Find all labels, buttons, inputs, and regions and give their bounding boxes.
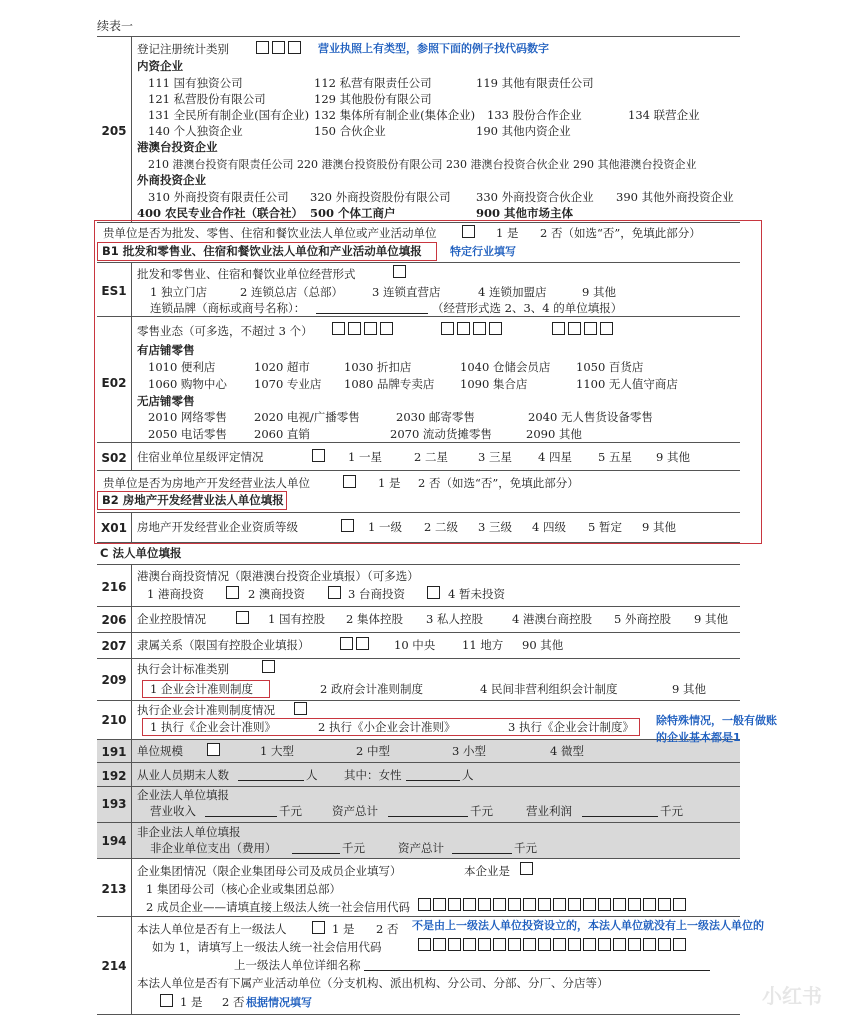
checkbox[interactable] (160, 994, 173, 1007)
option: 1 一星 (348, 450, 382, 464)
option: 1050 百货店 (576, 360, 644, 374)
credit-code-box[interactable] (643, 938, 656, 951)
r207-boxes[interactable] (340, 637, 369, 650)
unit: 千元 (660, 804, 683, 818)
credit-code-box[interactable] (628, 898, 641, 911)
es1-brand-note: （经营形式选 2、3、4 的单位填报） (432, 301, 623, 315)
credit-code-box[interactable] (553, 938, 566, 951)
unit: 千元 (279, 804, 302, 818)
credit-code-box[interactable] (448, 898, 461, 911)
r213-opt2: 2 成员企业——请填直接上级法人统一社会信用代码 (146, 900, 410, 914)
r193-assets-label: 资产总计 (332, 804, 378, 818)
checkbox[interactable] (348, 322, 361, 335)
r207-label: 隶属关系（限国有控股企业填报） (137, 638, 310, 652)
option: 4 微型 (550, 744, 584, 758)
credit-code-box[interactable] (538, 938, 551, 951)
section-c-title: C 法人单位填报 (100, 546, 182, 560)
r214-q2: 本法人单位是否有下属产业活动单位（分支机构、派出机构、分公司、分部、分厂、分店等） (137, 976, 609, 990)
checkbox[interactable] (256, 41, 269, 54)
credit-code-box[interactable] (568, 938, 581, 951)
row-code-213: 213 (101, 882, 127, 896)
option: 9 其他 (642, 520, 676, 534)
option: 4 四级 (532, 520, 566, 534)
credit-code-boxes[interactable] (418, 898, 686, 911)
r194-expense-label: 非企业单位支出（费用） (150, 841, 277, 855)
page-header: 续表一 (97, 19, 134, 33)
option: 900 其他市场主体 (476, 206, 574, 220)
option: 3 三星 (478, 450, 512, 464)
b2-title: B2 房地产开发经营业法人单位填报 (102, 493, 284, 507)
r209-label: 执行会计标准类别 (137, 662, 229, 676)
credit-code-box[interactable] (508, 898, 521, 911)
option: 1030 折扣店 (344, 360, 412, 374)
b1-title: B1 批发和零售业、住宿和餐饮业法人单位和产业活动单位填报 (102, 244, 422, 258)
row-code-206: 206 (101, 613, 127, 627)
checkbox[interactable] (489, 322, 502, 335)
r193-label: 企业法人单位填报 (137, 788, 229, 802)
r206-label: 企业控股情况 (137, 612, 206, 626)
r194-label: 非企业法人单位填报 (137, 825, 241, 839)
credit-code-box[interactable] (673, 938, 686, 951)
option: 4 民间非营利组织会计制度 (480, 682, 618, 696)
credit-code-box[interactable] (418, 898, 431, 911)
checkbox[interactable] (343, 475, 356, 488)
credit-code-box[interactable] (508, 938, 521, 951)
x01-label: 房地产开发经营业企业资质等级 (137, 520, 298, 534)
r213-opt1: 1 集团母公司（核心企业或集团总部） (146, 882, 341, 896)
option: 133 股份合作企业 (487, 108, 582, 122)
option: 2010 网络零售 (148, 410, 227, 424)
option: 10 中央 (394, 638, 436, 652)
option: 400 农民专业合作社（联合社） (137, 206, 304, 220)
r210-annotation-2: 的企业基本都是1 (656, 731, 741, 744)
e02-boxes-1[interactable] (332, 322, 393, 335)
option: 2 连锁总店（总部） (240, 285, 343, 299)
r214-annotation-2: 根据情况填写 (246, 996, 312, 1009)
option: 500 个体工商户 (310, 206, 396, 220)
row-code-192: 192 (101, 769, 127, 783)
option: 9 其他 (672, 682, 706, 696)
checkbox[interactable] (441, 322, 454, 335)
e02-store-title: 有店铺零售 (137, 343, 195, 357)
b1-annotation: 特定行业填写 (450, 245, 516, 258)
option: 3 小型 (452, 744, 486, 758)
option: 4 连锁加盟店 (478, 285, 547, 299)
option: 1 独立门店 (150, 285, 207, 299)
checkbox[interactable] (207, 743, 220, 756)
r214-line3: 上一级法人单位详细名称 (234, 958, 361, 972)
credit-code-box[interactable] (523, 938, 536, 951)
option: 1090 集合店 (460, 377, 528, 391)
checkbox[interactable] (600, 322, 613, 335)
credit-code-box[interactable] (658, 898, 671, 911)
checkbox[interactable] (312, 449, 325, 462)
row-code-194: 194 (101, 834, 127, 848)
brand-input[interactable] (316, 303, 428, 314)
r213-is-label: 本企业是 (464, 864, 510, 878)
option: 3 三级 (478, 520, 512, 534)
r214-opt3: 1 是 (180, 995, 203, 1009)
option: 90 其他 (522, 638, 564, 652)
employees-input[interactable] (238, 770, 304, 781)
option: 1 企业会计准则制度 (150, 682, 253, 696)
option: 5 五星 (598, 450, 632, 464)
checkbox[interactable] (568, 322, 581, 335)
s205-code-boxes[interactable] (256, 41, 301, 54)
option: 2 政府会计准则制度 (320, 682, 423, 696)
option: 3 执行《企业会计制度》 (508, 720, 634, 734)
option: 1 一级 (368, 520, 402, 534)
r214-annotation: 不是由上一级法人单位投资设立的，本法人单位就没有上一级法人单位的 (412, 919, 764, 932)
wholesale-question: 贵单位是否为批发、零售、住宿和餐饮业法人单位或产业活动单位 (103, 226, 437, 240)
option: 131 全民所有制企业(国有企业) (148, 108, 310, 122)
option: 330 外商投资合伙企业 (476, 190, 594, 204)
option: 150 合伙企业 (314, 124, 386, 138)
s205-domestic-title: 内资企业 (137, 59, 183, 73)
credit-code-box[interactable] (583, 938, 596, 951)
option: 1040 仓储会员店 (460, 360, 551, 374)
credit-code-box[interactable] (463, 898, 476, 911)
credit-code-box[interactable] (478, 898, 491, 911)
option: 121 私营股份有限公司 (148, 92, 266, 106)
credit-code-boxes[interactable] (418, 938, 686, 951)
option: 9 其他 (656, 450, 690, 464)
checkbox[interactable] (262, 660, 275, 673)
option: 2020 电视/广播零售 (254, 410, 360, 424)
option: 2 二星 (414, 450, 448, 464)
checkbox[interactable] (552, 322, 565, 335)
s205-label: 登记注册统计类别 (137, 42, 229, 56)
expense-input[interactable] (292, 843, 340, 854)
credit-code-box[interactable] (553, 898, 566, 911)
credit-code-box[interactable] (658, 938, 671, 951)
assets-input[interactable] (452, 843, 512, 854)
checkbox[interactable] (473, 322, 486, 335)
r214-line2: 如为 1，请填写上一级法人统一社会信用代码 (152, 940, 382, 954)
assets-input[interactable] (388, 806, 468, 817)
checkbox[interactable] (356, 637, 369, 650)
checkbox[interactable] (312, 921, 325, 934)
option: 1 国有控股 (268, 612, 325, 626)
option: 310 外商投资有限责任公司 (148, 190, 289, 204)
s02-label: 住宿业单位星级评定情况 (137, 450, 264, 464)
checkbox[interactable] (288, 41, 301, 54)
r214-q1: 本法人单位是否有上一级法人 (137, 922, 287, 936)
option: 210 港澳台投资有限责任公司 220 港澳台投资股份有限公司 230 港澳台投资合伙企业 290 其他港澳台投资企业 (148, 158, 697, 171)
option: 11 地方 (462, 638, 504, 652)
parent-name-input[interactable] (364, 960, 710, 971)
row-code-216: 216 (101, 580, 127, 594)
credit-code-box[interactable] (538, 898, 551, 911)
revenue-input[interactable] (205, 806, 277, 817)
option: 2050 电话零售 (148, 427, 227, 441)
checkbox[interactable] (393, 265, 406, 278)
unit: 千元 (514, 841, 537, 855)
option: 190 其他内资企业 (476, 124, 571, 138)
credit-code-box[interactable] (448, 938, 461, 951)
r193-revenue-label: 营业收入 (150, 804, 196, 818)
option: 1 执行《企业会计准则》 (150, 720, 276, 734)
checkbox[interactable] (328, 586, 341, 599)
checkbox[interactable] (294, 702, 307, 715)
row-code-x01: X01 (101, 521, 127, 535)
r191-label: 单位规模 (137, 744, 183, 758)
checkbox[interactable] (520, 862, 533, 875)
option: 129 其他股份有限公司 (314, 92, 432, 106)
credit-code-box[interactable] (418, 938, 431, 951)
unit: 千元 (342, 841, 365, 855)
e02-nostore-title: 无店铺零售 (137, 394, 195, 408)
checkbox[interactable] (226, 586, 239, 599)
option: 1060 购物中心 (148, 377, 227, 391)
e02-boxes-2[interactable] (441, 322, 502, 335)
row-code-209: 209 (101, 673, 127, 687)
r192-female-label: 其中：女性 (344, 768, 402, 782)
option: 4 港澳台商控股 (512, 612, 592, 626)
es1-brand-label: 连锁品牌（商标或商号名称）： (150, 301, 306, 315)
credit-code-box[interactable] (463, 938, 476, 951)
option: 9 其他 (582, 285, 616, 299)
option: 134 联营企业 (628, 108, 700, 122)
row-code-193: 193 (101, 797, 127, 811)
credit-code-box[interactable] (583, 898, 596, 911)
option: 4 四星 (538, 450, 572, 464)
option: 4 暂未投资 (448, 587, 505, 601)
option: 132 集体所有制企业(集体企业) (314, 108, 476, 122)
option: 1020 超市 (254, 360, 310, 374)
checkbox[interactable] (380, 322, 393, 335)
option: 390 其他外商投资企业 (616, 190, 734, 204)
option: 2090 其他 (526, 427, 582, 441)
r210-label: 执行企业会计准则制度情况 (137, 703, 275, 717)
credit-code-box[interactable] (673, 898, 686, 911)
realestate-opt1: 1 是 (378, 476, 401, 490)
credit-code-box[interactable] (643, 898, 656, 911)
credit-code-box[interactable] (613, 898, 626, 911)
option: 3 台商投资 (348, 587, 405, 601)
checkbox[interactable] (332, 322, 345, 335)
option: 5 外商控股 (614, 612, 671, 626)
checkbox[interactable] (272, 41, 285, 54)
option: 112 私营有限责任公司 (314, 76, 432, 90)
realestate-question: 贵单位是否为房地产开发经营业法人单位 (103, 476, 310, 490)
checkbox[interactable] (236, 611, 249, 624)
r192-unit2: 人 (462, 768, 474, 782)
option: 2 澳商投资 (248, 587, 305, 601)
option: 1080 品牌专卖店 (344, 377, 435, 391)
option: 9 其他 (694, 612, 728, 626)
credit-code-box[interactable] (478, 938, 491, 951)
option: 1100 无人值守商店 (576, 377, 678, 391)
credit-code-box[interactable] (598, 938, 611, 951)
row-code-es1: ES1 (101, 284, 127, 298)
female-input[interactable] (406, 770, 460, 781)
row-code-214: 214 (101, 959, 127, 973)
option: 1070 专业店 (254, 377, 322, 391)
checkbox[interactable] (427, 586, 440, 599)
watermark-logo: 小红书 (762, 984, 822, 1008)
option: 5 暂定 (588, 520, 622, 534)
r192-label: 从业人员期末人数 (137, 768, 229, 782)
r214-opt4: 2 否 (222, 995, 245, 1009)
row-code-205: 205 (101, 124, 127, 138)
es1-label: 批发和零售业、住宿和餐饮业单位经营形式 (137, 267, 356, 281)
credit-code-box[interactable] (568, 898, 581, 911)
s205-hmt-title: 港澳台投资企业 (137, 140, 218, 154)
r194-assets-label: 资产总计 (398, 841, 444, 855)
credit-code-box[interactable] (598, 898, 611, 911)
row-code-191: 191 (101, 745, 127, 759)
row-code-210: 210 (101, 713, 127, 727)
option: 2070 流动货摊零售 (390, 427, 492, 441)
checkbox[interactable] (364, 322, 377, 335)
option: 119 其他有限责任公司 (476, 76, 594, 90)
r210-annotation-1: 除特殊情况，一般有做账 (656, 714, 777, 727)
credit-code-box[interactable] (613, 938, 626, 951)
checkbox[interactable] (462, 225, 475, 238)
checkbox[interactable] (341, 519, 354, 532)
option: 3 私人控股 (426, 612, 483, 626)
r193-profit-label: 营业利润 (526, 804, 572, 818)
option: 2040 无人售货设备零售 (528, 410, 653, 424)
credit-code-box[interactable] (493, 938, 506, 951)
option: 2 中型 (356, 744, 390, 758)
row-code-s02: S02 (101, 451, 127, 465)
option: 2 二级 (424, 520, 458, 534)
credit-code-box[interactable] (628, 938, 641, 951)
profit-input[interactable] (582, 806, 658, 817)
r214-opt1: 1 是 (332, 922, 355, 936)
option: 1 港商投资 (147, 587, 204, 601)
realestate-opt2: 2 否（如选“否”，免填此部分） (418, 476, 579, 490)
e02-label: 零售业态（可多选，不超过 3 个） (137, 324, 313, 338)
option: 111 国有独资公司 (148, 76, 243, 90)
unit: 千元 (470, 804, 493, 818)
row-code-207: 207 (101, 639, 127, 653)
option: 320 外商投资股份有限公司 (310, 190, 451, 204)
credit-code-box[interactable] (493, 898, 506, 911)
option: 1 大型 (260, 744, 294, 758)
option: 1010 便利店 (148, 360, 216, 374)
checkbox[interactable] (584, 322, 597, 335)
option: 140 个人独资企业 (148, 124, 243, 138)
s205-foreign-title: 外商投资企业 (137, 173, 206, 187)
credit-code-box[interactable] (523, 898, 536, 911)
s205-annotation: 营业执照上有类型，参照下面的例子找代码数字 (318, 42, 549, 55)
r214-opt2: 2 否 (376, 922, 399, 936)
option: 2060 直销 (254, 427, 310, 441)
option: 3 连锁直营店 (372, 285, 441, 299)
checkbox[interactable] (340, 637, 353, 650)
option: 2030 邮寄零售 (396, 410, 475, 424)
wholesale-opt2: 2 否（如选“否”，免填此部分） (540, 226, 701, 240)
wholesale-opt1: 1 是 (496, 226, 519, 240)
option: 2 集体控股 (346, 612, 403, 626)
e02-boxes-3[interactable] (552, 322, 613, 335)
credit-code-box[interactable] (433, 898, 446, 911)
r213-label: 企业集团情况（限企业集团母公司及成员企业填写） (137, 864, 402, 878)
r216-label: 港澳台商投资情况（限港澳台投资企业填报）（可多选） (137, 569, 419, 583)
row-code-e02: E02 (101, 376, 127, 390)
option: 2 执行《小企业会计准则》 (318, 720, 456, 734)
checkbox[interactable] (457, 322, 470, 335)
r192-unit: 人 (306, 768, 318, 782)
credit-code-box[interactable] (433, 938, 446, 951)
